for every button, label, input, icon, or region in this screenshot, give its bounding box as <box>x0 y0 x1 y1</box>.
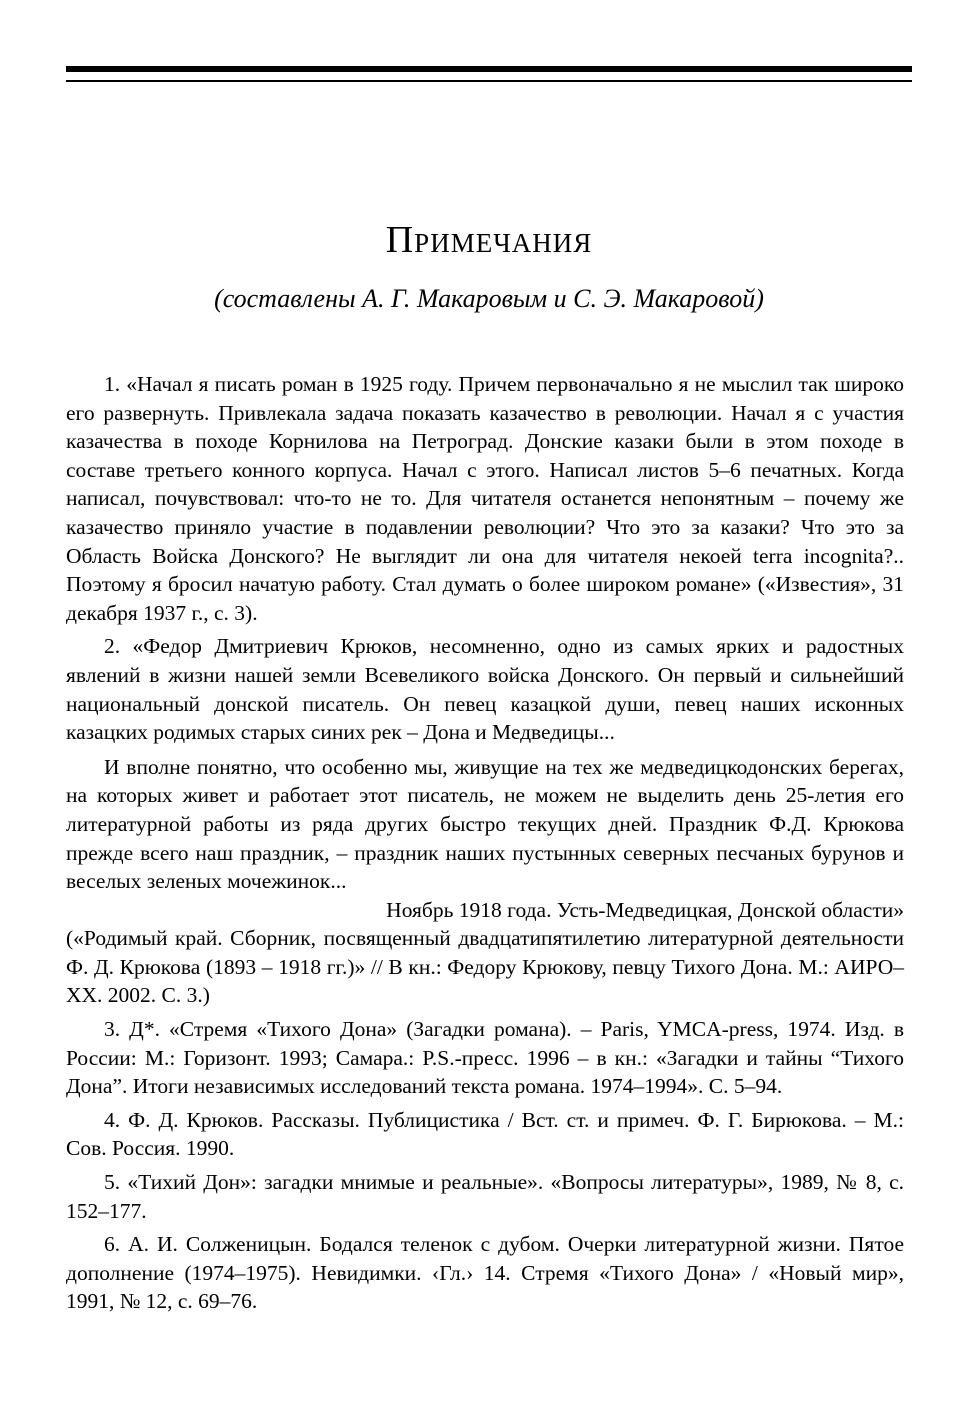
page-subtitle: (составлены А. Г. Макаровым и С. Э. Макаровой) <box>214 284 764 313</box>
page-title: Примечания <box>385 219 593 261</box>
note-5: 5. «Тихий Дон»: загадки мнимые и реальные». «Вопросы литературы», 1989, № 8, с. 152–177. <box>66 1170 904 1223</box>
note-2: 2. «Федор Дмитриевич Крюков, несомненно, одно из самых ярких и радостных явлений в жизни нашей земли Всевеликого войска Донского. Он первый и сильнейший национальный донской писатель. Он певец казацкой души, певец наших исконных казацких родимых старых синих рек – Дона и Медведицы... <box>66 634 904 745</box>
note-4: 4. Ф. Д. Крюков. Рассказы. Публицистика / Вст. ст. и примеч. Ф. Г. Бирюкова. – М.: Сов. Россия. 1990. <box>66 1107 904 1161</box>
notes-body <box>66 370 904 1316</box>
top-rule-thick <box>66 66 912 72</box>
note-2-signature: Ноябрь 1918 года. Усть-Медведицкая, Донской области» <box>386 897 904 922</box>
note-2-source: («Родимый край. Сборник, посвященный двадцатипятилетию литературной деятельности Ф. Д. Крюкова (1893 – 1918 гг.)» // В кн.: Федору Крюкову, певцу Тихого Дона. М.: АИРО–XX. 2002. С. 3.) <box>66 926 904 1008</box>
note-2-continuation: И вполне понятно, что особенно мы, живущие на тех же медведицкодонских берегах, на которых живет и работает этот писатель, не можем не выделить день 25-летия его литературной работы из ряда других быстро текущих дней. Праздник Ф.Д. Крюкова прежде всего наш праздник, – праздник наших пустынных северных песчаных бурунов и веселых зеленых мочежинок... <box>66 754 904 894</box>
top-rule-thin <box>66 80 912 82</box>
note-6: 6. А. И. Солженицын. Бодался теленок с дубом. Очерки литературной жизни. Пятое дополнение (1974–1975). Невидимки. ‹Гл.› 14. Стремя «Тихого Дона» / «Новый мир», 1991, № 12, с. 69–76. <box>66 1232 904 1314</box>
note-3: 3. Д*. «Стремя «Тихого Дона» (Загадки романа). – Paris, YMCA-press, 1974. Изд. в России: М.: Горизонт. 1993; Самара.: P.S.-пресс. 1996 – в кн.: «Загадки и тайны “Тихого Дона”. Итоги независимых исследований текста романа. 1974–1994». С. 5–94. <box>66 1017 904 1099</box>
note-1: 1. «Начал я писать роман в 1925 году. Причем первоначально я не мыслил так широко его развернуть. Привлекала задача показать казачество в революции. Начал я с участия казачества в походе Корнилова на Петроград. Донские казаки были в этом походе в составе третьего конного корпуса. Начал с этого. Написал листов 5–6 печатных. Когда написал, почувствовал: что-то не то. Для читателя останется непонятным – почему же казачество приняло участие в подавлении революции? Что это за казаки? Что это за Область Войска Донского? Не выглядит ли она для читателя некоей terra incognita?.. Поэтому я бросил начатую работу. Стал думать о более широком романе» («Известия», 31 декабря 1937 г., с. 3). <box>66 372 904 625</box>
